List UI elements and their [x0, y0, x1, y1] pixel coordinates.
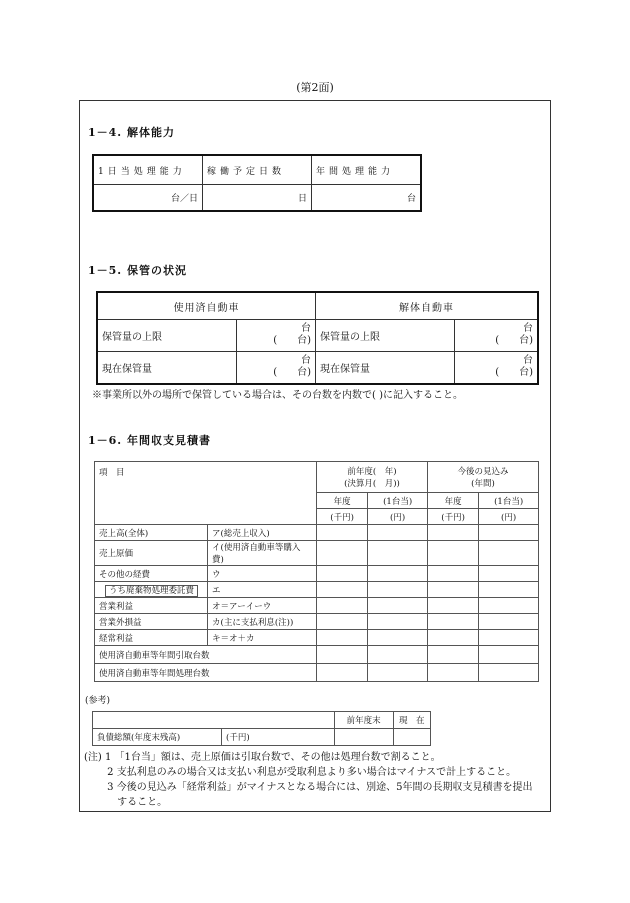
value-cell[interactable]: [427, 598, 478, 614]
unit-per-day: 台／日: [170, 194, 198, 204]
header-operating-days: 稼働予定日数: [203, 155, 312, 185]
storage-table: [96, 291, 539, 385]
table-row: [95, 582, 539, 598]
value-cell[interactable]: [427, 630, 478, 646]
dismantling-capacity-table: [92, 154, 422, 212]
label-storage-limit-dismantled: 保管量の上限: [316, 320, 455, 352]
value-cell[interactable]: [479, 614, 539, 630]
value-cell[interactable]: [427, 566, 478, 582]
section-title-annual-budget: 1－6. 年間収支見積書: [88, 434, 211, 447]
value-cell[interactable]: [427, 582, 478, 598]
value-cell[interactable]: [368, 598, 428, 614]
value-cell[interactable]: [479, 664, 539, 682]
value-cell[interactable]: [317, 614, 368, 630]
note-3: 3 今後の見込み「経常利益」がマイナスとなる場合には、別途、5年間の長期収支見積書を提出: [84, 782, 533, 793]
header-item: 項 目: [95, 462, 317, 525]
unit-inner: ( 台): [495, 335, 533, 347]
header-dismantled-vehicles: 解体自動車: [316, 292, 539, 320]
row-label: その他の経費: [95, 566, 208, 582]
storage-note: ※事業所以外の場所で保管している場合は、その台数を内数で( )に記入すること。: [92, 390, 463, 401]
liabilities-prev-field[interactable]: [334, 729, 393, 746]
row-detail: イ(使用済自動車等購入費): [208, 541, 317, 566]
future-line2: (年間): [471, 479, 495, 489]
header-prev-year-end: 前年度末: [334, 712, 393, 729]
daily-capacity-field[interactable]: [93, 185, 203, 212]
section-title-storage: 1－5. 保管の状況: [88, 264, 187, 277]
row-label: 売上原価: [95, 541, 208, 566]
unit: 台: [523, 355, 533, 367]
unit-inner: ( 台): [273, 367, 311, 379]
row-detail: エ: [208, 582, 317, 598]
table-row: [95, 646, 539, 664]
operating-days-field[interactable]: [203, 185, 312, 212]
value-cell[interactable]: [368, 646, 428, 664]
note-1: (注) 1 「1台当」額は、売上原価は引取台数で、その他は処理台数で割ること。: [84, 752, 441, 763]
value-cell[interactable]: [368, 566, 428, 582]
row-detail: ア(総売上収入): [208, 525, 317, 541]
value-cell[interactable]: [317, 630, 368, 646]
unit-units: 台: [406, 194, 416, 204]
value-cell[interactable]: [317, 541, 368, 566]
label-unit-thousand-yen: (千円): [222, 729, 335, 746]
value-cell[interactable]: [427, 614, 478, 630]
table-row: [95, 598, 539, 614]
value-cell[interactable]: [317, 582, 368, 598]
row-label: [95, 582, 208, 598]
current-storage-dismantled-field[interactable]: [455, 351, 539, 384]
header-future: [427, 462, 538, 493]
notes: [84, 750, 546, 810]
label-current-storage-dismantled: 現在保管量: [316, 351, 455, 384]
row-process-count: 使用済自動車等年間処理台数: [95, 664, 317, 682]
value-cell[interactable]: [427, 664, 478, 682]
row-detail: カ(主に支払利息(注)): [208, 614, 317, 630]
value-cell[interactable]: [479, 646, 539, 664]
table-row: [95, 664, 539, 682]
value-cell[interactable]: [368, 541, 428, 566]
row-detail: ウ: [208, 566, 317, 582]
value-cell[interactable]: [317, 664, 368, 682]
value-cell[interactable]: [368, 582, 428, 598]
value-cell[interactable]: [479, 598, 539, 614]
unit-thousand-yen: (千円): [317, 509, 368, 525]
row-label: 営業外損益: [95, 614, 208, 630]
row-detail: キ＝オ＋カ: [208, 630, 317, 646]
future-line1: 今後の見込み: [457, 467, 509, 477]
unit-inner: ( 台): [273, 335, 311, 347]
header-prev-year: [317, 462, 428, 493]
ref-empty-header: [93, 712, 335, 729]
header-used-vehicles: 使用済自動車: [97, 292, 316, 320]
note-2: 2 支払利息のみの場合又は支払い利息が受取利息より多い場合はマイナスで計上すること。: [84, 767, 517, 778]
current-storage-used-field[interactable]: [237, 351, 316, 384]
value-cell[interactable]: [427, 525, 478, 541]
value-cell[interactable]: [368, 614, 428, 630]
label-current-storage-used: 現在保管量: [97, 351, 237, 384]
unit-days: 日: [297, 194, 307, 204]
page-number: (第2面): [296, 81, 334, 94]
value-cell[interactable]: [427, 646, 478, 664]
table-row: [95, 614, 539, 630]
reference-label: (参考): [85, 696, 111, 706]
value-cell[interactable]: [479, 566, 539, 582]
row-label: 経常利益: [95, 630, 208, 646]
liabilities-current-field[interactable]: [393, 729, 430, 746]
table-row: [95, 630, 539, 646]
annual-budget-table: [94, 461, 539, 682]
storage-limit-dismantled-field[interactable]: [455, 320, 539, 352]
header-daily-capacity: 1日当処理能力: [93, 155, 203, 185]
value-cell[interactable]: [317, 525, 368, 541]
prev-year-line1: 前年度( 年): [347, 467, 397, 477]
unit: 台: [301, 323, 311, 335]
unit-yen: (円): [479, 509, 539, 525]
header-annual-capacity: 年間処理能力: [312, 155, 422, 185]
sub-year: 年度: [317, 493, 368, 509]
value-cell[interactable]: [317, 598, 368, 614]
table-row: [95, 566, 539, 582]
sub-per-unit: (1台当): [479, 493, 539, 509]
value-cell[interactable]: [317, 566, 368, 582]
storage-limit-used-field[interactable]: [237, 320, 316, 352]
table-row: [95, 525, 539, 541]
header-current: 現 在: [393, 712, 430, 729]
unit-inner: ( 台): [495, 367, 533, 379]
row-pickup-count: 使用済自動車等年間引取台数: [95, 646, 317, 664]
label-storage-limit-used: 保管量の上限: [97, 320, 237, 352]
unit: 台: [523, 323, 533, 335]
prev-year-line2: (決算月( 月)): [344, 479, 400, 489]
value-cell[interactable]: [368, 630, 428, 646]
value-cell[interactable]: [479, 525, 539, 541]
value-cell[interactable]: [368, 525, 428, 541]
note-3-cont: すること。: [84, 797, 168, 808]
annual-capacity-field[interactable]: [312, 185, 422, 212]
value-cell[interactable]: [368, 664, 428, 682]
unit-thousand-yen: (千円): [427, 509, 478, 525]
row-detail: オ＝アーイーウ: [208, 598, 317, 614]
value-cell[interactable]: [479, 541, 539, 566]
table-row: [95, 541, 539, 566]
sub-year: 年度: [427, 493, 478, 509]
sub-per-unit: (1台当): [368, 493, 428, 509]
reference-table: [92, 711, 431, 746]
label-total-liabilities: 負債総額(年度末残高): [93, 729, 222, 746]
value-cell[interactable]: [427, 541, 478, 566]
row-label-text: うち廃棄物処理委託費: [105, 585, 198, 597]
unit: 台: [301, 355, 311, 367]
row-label: 営業利益: [95, 598, 208, 614]
value-cell[interactable]: [479, 630, 539, 646]
section-title-dismantling-capacity: 1－4. 解体能力: [88, 126, 175, 139]
unit-yen: (円): [368, 509, 428, 525]
value-cell[interactable]: [317, 646, 368, 664]
value-cell[interactable]: [479, 582, 539, 598]
row-label: 売上高(全体): [95, 525, 208, 541]
